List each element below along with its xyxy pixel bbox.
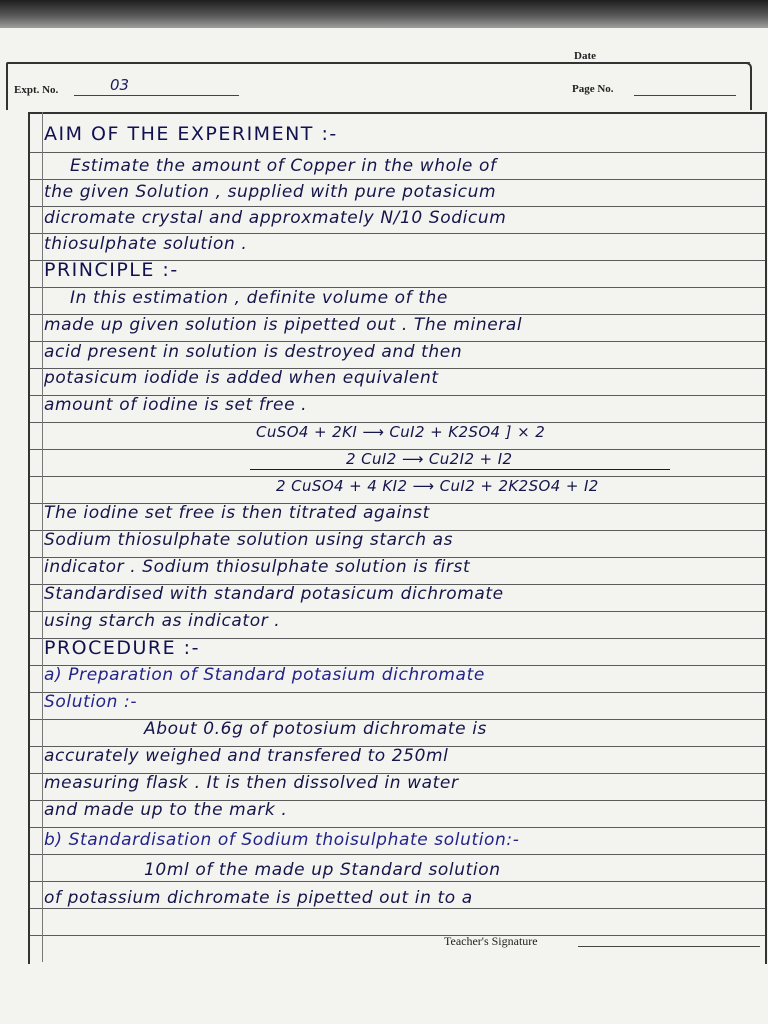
principle-line-1: In this estimation , definite volume of the bbox=[70, 288, 448, 308]
aim-line-2: the given Solution , supplied with pure potasicum bbox=[44, 182, 497, 202]
margin-rule bbox=[42, 112, 43, 962]
principle-line-10: using starch as indicator . bbox=[44, 611, 281, 631]
principle-line-6: The iodine set free is then titrated against bbox=[44, 503, 430, 523]
teachers-signature-label: Teacher's Signature bbox=[444, 934, 538, 948]
procedure-a-line-3: measuring flask . It is then dissolved in water bbox=[44, 773, 459, 793]
ruled-line bbox=[30, 854, 765, 855]
procedure-a-line-1: About 0.6g of potosium dichromate is bbox=[144, 719, 487, 739]
procedure-b-line-2: of potassium dichromate is pipetted out in to a bbox=[44, 888, 473, 908]
teachers-signature-line bbox=[578, 946, 760, 947]
aim-heading: AIM OF THE EXPERIMENT :- bbox=[44, 123, 338, 145]
equation-sum-bar bbox=[250, 469, 670, 470]
ruled-line bbox=[30, 935, 765, 936]
principle-line-9: Standardised with standard potasicum dichromate bbox=[44, 584, 504, 604]
aim-line-4: thiosulphate solution . bbox=[44, 234, 248, 254]
procedure-a-title-cont: Solution :- bbox=[44, 692, 138, 712]
aim-line-1: Estimate the amount of Copper in the whole of bbox=[70, 156, 497, 176]
principle-line-4: potasicum iodide is added when equivalent bbox=[44, 368, 439, 388]
equation-2: 2 CuI2 ⟶ Cu2I2 + I2 bbox=[346, 450, 513, 468]
procedure-b-title: b) Standardisation of Sodium thoisulphate solution:- bbox=[44, 830, 520, 850]
principle-line-8: indicator . Sodium thiosulphate solution is first bbox=[44, 557, 471, 577]
procedure-heading: PROCEDURE :- bbox=[44, 637, 200, 659]
expt-no-line bbox=[74, 95, 239, 96]
principle-line-7: Sodium thiosulphate solution using starch as bbox=[44, 530, 454, 550]
principle-heading: PRINCIPLE :- bbox=[44, 259, 179, 281]
procedure-a-line-2: accurately weighed and transfered to 250ml bbox=[44, 746, 449, 766]
principle-line-3: acid present in solution is destroyed and then bbox=[44, 342, 463, 362]
equation-3: 2 CuSO4 + 4 KI2 ⟶ CuI2 + 2K2SO4 + I2 bbox=[276, 477, 599, 495]
procedure-a-line-4: and made up to the mark . bbox=[44, 800, 288, 820]
page-no-label: Page No. bbox=[572, 83, 614, 95]
page-no-line bbox=[634, 95, 736, 96]
ruled-line bbox=[30, 152, 765, 153]
procedure-b-line-1: 10ml of the made up Standard solution bbox=[144, 860, 501, 880]
aim-line-3: dicromate crystal and approxmately N/10 Sodicum bbox=[44, 208, 507, 228]
principle-line-2: made up given solution is pipetted out . The mineral bbox=[44, 315, 523, 335]
principle-line-5: amount of iodine is set free . bbox=[44, 395, 308, 415]
expt-no-value: 03 bbox=[110, 76, 130, 94]
expt-no-label: Expt. No. bbox=[14, 84, 59, 96]
equation-1: CuSO4 + 2KI ⟶ CuI2 + K2SO4 ] × 2 bbox=[256, 423, 546, 441]
procedure-a-title: a) Preparation of Standard potasium dichromate bbox=[44, 665, 485, 685]
date-label: Date bbox=[574, 50, 596, 62]
